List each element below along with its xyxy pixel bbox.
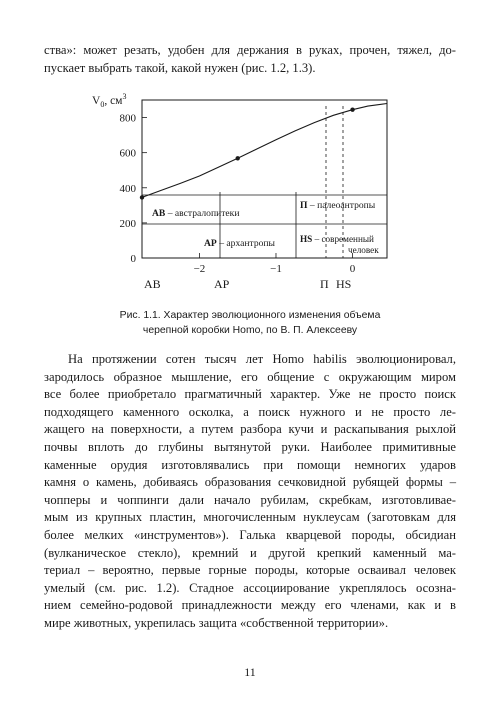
text-line: ства»: может резать, удобен для держания в руках, прочен, тяжел, до- [44, 43, 456, 57]
text-line: более мелких «инструментов»). Галька кварцевой породы, обсидиан [44, 527, 456, 542]
y-tick-label: 200 [119, 217, 136, 230]
region-label-hs: HS – современный [300, 234, 374, 244]
region-label-paleoanthropes: П – палеоантропы [300, 200, 376, 211]
text-line: мире животных, укрепилась защита «собственной территории». [44, 615, 389, 630]
text-line: жащего на поверхности, а путем разбора кучи и раскапывания рыхлой [44, 422, 456, 437]
text-line: (вулканическое стекло), кремний и другой крепкий каменный ма- [44, 545, 456, 560]
caption-line: Рис. 1.1. Характер эволюционного изменения объема [119, 310, 381, 321]
region-label-ab: AB – австралопитеки [152, 208, 240, 219]
text-line: териал – вероятно, первые горные породы, которые осваивал человек [44, 563, 456, 578]
text-line: мым из крупных пластин, многочисленным нуклеусам (заготовкам для [44, 510, 456, 525]
body-paragraph [44, 351, 456, 633]
caption-line: черепной коробки Homo, по В. П. Алексееву [142, 325, 358, 336]
text-line: На протяжении сотен тысяч лет Homo habilis эволюционировал, [68, 352, 456, 366]
text-line: все более приобретало прагматичный характер. Уже не просто поиск [44, 387, 456, 402]
x-tick-label: −2 [193, 263, 206, 275]
text-line: камня о камень, добиваясь образования сечковидной рубящей формы – [44, 475, 456, 490]
page-number: 11 [244, 665, 256, 679]
text-line: чопперы и чоппинги дали начало рубилам, скребкам, изготовливае- [44, 492, 456, 507]
text-line: подходящего каменного осколка, а поиск нужного и не просто ле- [44, 404, 456, 419]
cranial-volume-chart [90, 86, 390, 296]
text-line: пускает выбрать такой, какой нужен (рис. 1.2, 1.3). [44, 60, 316, 75]
y-tick-label: 400 [119, 182, 136, 195]
text-line: почвы вплоть до глубины вытянутой руки. Наиболее примитивные [44, 439, 456, 454]
data-point [350, 107, 354, 111]
x-tick-label: 0 [349, 263, 356, 275]
region-label-hs-line2: человек [348, 245, 379, 255]
y-tick-label: 600 [119, 147, 136, 160]
volume-curve [142, 104, 387, 198]
text-line: каменные орудия изготовлявались при помощи немногих ударов [44, 457, 456, 472]
data-point [236, 156, 240, 160]
text-line: зародилось образное мышление, его общение с окружающим миром [44, 369, 456, 384]
text-line: умелый (см. рис. 1.2). Стадное ассоциирование укреплялось осозна- [44, 580, 456, 595]
y-axis-label: $V_0$, $см^3$ [92, 92, 127, 109]
x-group-paleoanthropes: П [320, 277, 329, 291]
x-tick-label: −1 [270, 263, 282, 275]
x-group-ab: AB [144, 277, 161, 291]
x-group-hs: HS [336, 277, 352, 291]
y-tick-label: 800 [119, 112, 136, 125]
top-paragraph [44, 42, 456, 77]
text-line: нием семейно-родовой принадлежности между его членами, как и в [44, 598, 456, 613]
x-group-ap: AP [214, 277, 230, 291]
figure-caption [60, 308, 440, 338]
y-tick-label: 0 [130, 253, 136, 265]
region-label-ap: AP – архантропы [204, 238, 275, 249]
data-point [140, 195, 144, 199]
